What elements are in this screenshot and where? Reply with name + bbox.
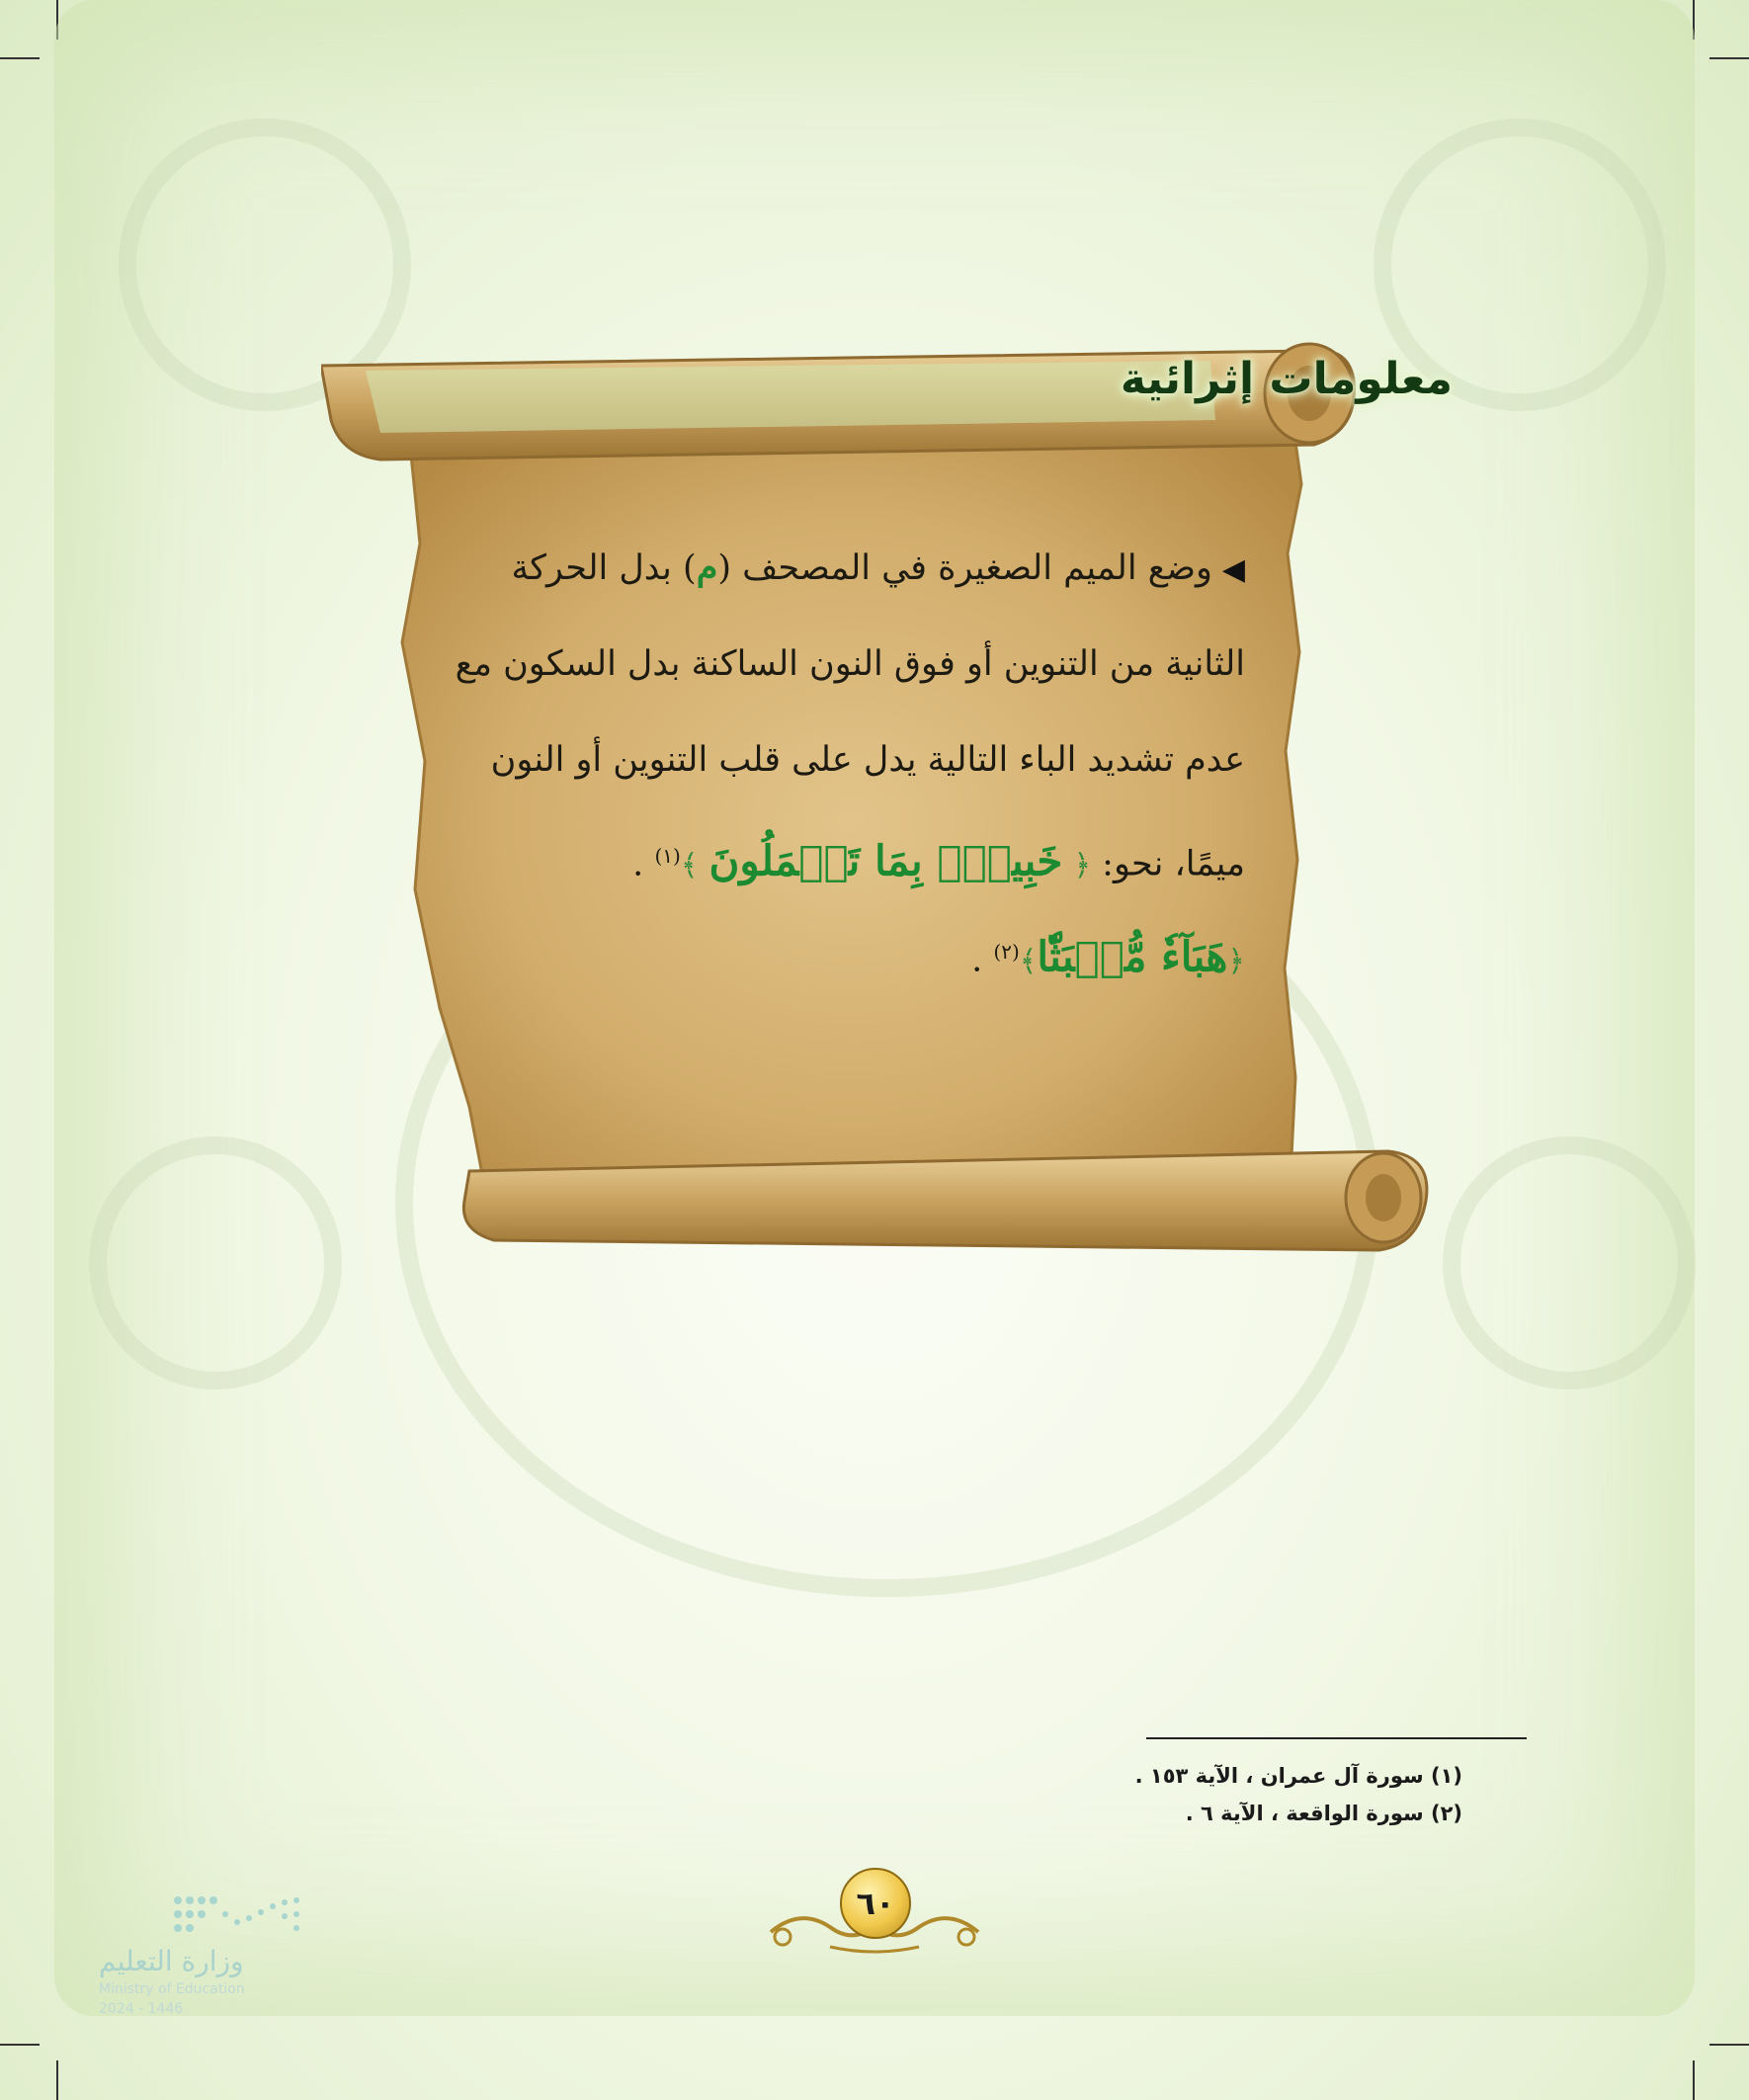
logo-dots-icon [168,1892,306,1937]
footnotes [968,1757,1462,1832]
section-title: معلومات إثرائية [1120,354,1453,404]
end-mark: . [971,940,983,980]
crop-mark [1709,2044,1749,2046]
enrichment-paragraph [356,539,1245,1018]
text-segment: ) بدل الحركة [511,548,697,588]
ornament-ring [89,1136,342,1389]
logo-english-text: Ministry of Education [99,1981,245,1997]
text-segment: ميمًا، نحو: [1102,844,1245,884]
footnote-1: (١) سورة آل عمران ، الآية ١٥٣ . [1134,1764,1462,1788]
text-line: الثانية من التنوين أو فوق النون الساكنة بدل السكون مع [455,644,1245,684]
footnote-divider [1146,1737,1527,1739]
text-line [356,539,1245,634]
ornament-ring [1443,1136,1696,1389]
ornament-flower-icon: ﴿ [1073,848,1092,883]
mim-letter: م [696,547,718,588]
logo-arabic-text: وزارة التعليم [99,1945,244,1977]
footnote-ref-2: (٢) [993,940,1020,964]
page-number: ٦٠ [840,1868,911,1939]
text-line: عدم تشديد الباء التالية يدل على قلب التنوين أو النون [490,740,1245,780]
text-line [356,922,1245,1018]
logo-year-text: 2024 - 1446 [99,2001,184,2017]
crop-mark [56,0,58,40]
ornament-flower-icon: ﴾ [1019,944,1038,979]
crop-mark [1693,0,1695,40]
text-segment: وضع الميم الصغيرة في المصحف ( [717,548,1212,588]
crop-mark [0,57,40,59]
crop-mark [0,2044,40,2046]
quran-verse-2: هَبَآءٗ مُّنۢبَثّٗا [1037,932,1228,981]
ornament-flower-icon: ﴿ [1227,944,1245,979]
bullet-triangle-icon: ◀ [1221,552,1245,587]
ornament-flower-icon: ﴾ [680,848,699,883]
quran-verse-1: خَبِيرٌۢ بِمَا تَعۡمَلُونَ [708,836,1063,885]
page-number-ornament [761,1863,988,1962]
crop-mark [1693,2060,1695,2100]
crop-mark [56,2060,58,2100]
text-line [356,826,1245,922]
footnote-2: (٢) سورة الواقعة ، الآية ٦ . [1185,1802,1462,1825]
end-mark: . [632,844,644,884]
crop-mark [1709,57,1749,59]
footnote-ref-1: (١) [654,844,681,868]
